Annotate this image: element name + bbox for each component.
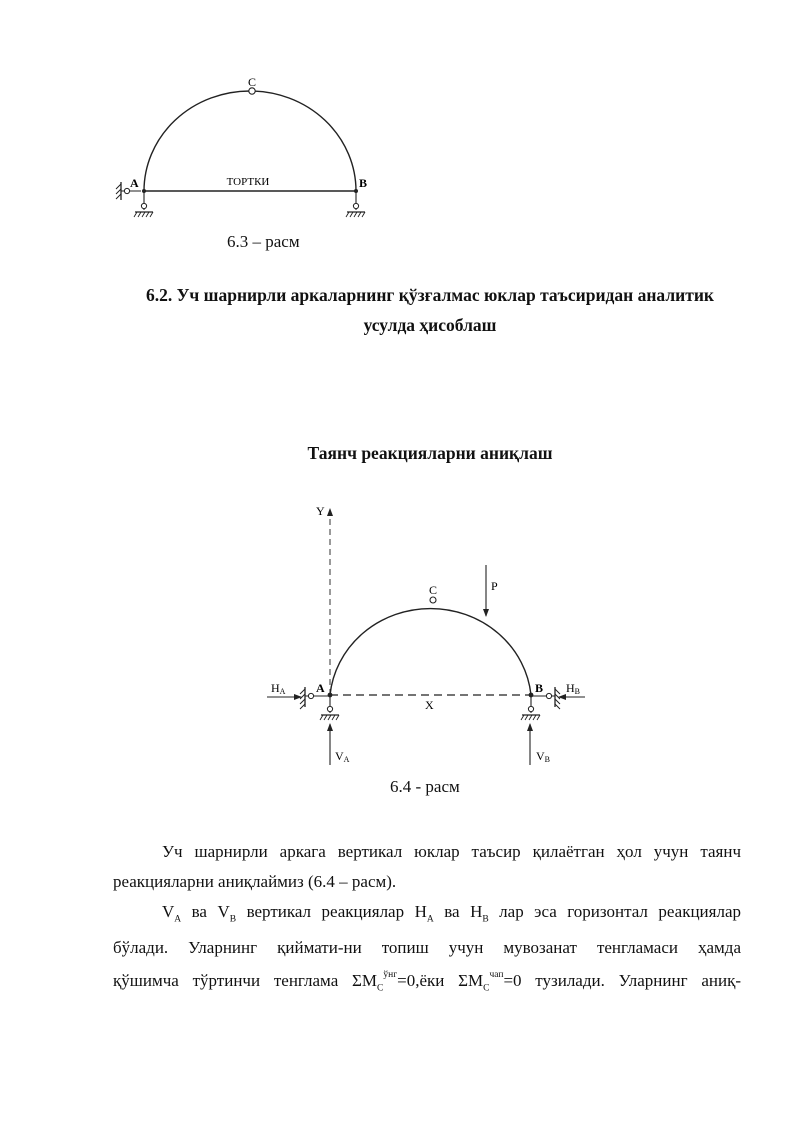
paragraph-1-line-2: реакцияларни аниқлаймиз (6.4 – расм). [113, 872, 397, 891]
arch-curve [330, 609, 531, 695]
label-b: B [535, 681, 544, 695]
label-c: C [247, 75, 257, 89]
label-x: X [425, 698, 434, 712]
label-y: Y [316, 504, 325, 518]
label-hb: HB [566, 681, 581, 696]
subheading: Таянч реакцияларни аниқлаш [307, 443, 553, 463]
figure-6-4-caption: 6.4 - расм [390, 777, 460, 796]
figure-6-3 [95, 60, 405, 235]
paragraph-2-line-1: $V_A$ ва $V_B$ вертикал реакциялар $H_A$ ва $H_B$ лар эса горизонтал реакциялар [162, 902, 741, 925]
figure-6-3-caption: 6.3 – расм [227, 232, 300, 251]
label-b: B [359, 176, 368, 190]
section-heading-line-1: 6.2. Уч шарнирли аркаларнинг қўзғалмас юклар таъсиридан аналитик [145, 285, 715, 305]
paragraph-2-line-2: бўлади. Уларнинг қиймати-ни топиш учун мувозанат тенгламаси ҳамда [113, 938, 741, 957]
support-b [346, 191, 365, 217]
paragraph-2-line-3: қўшимча тўртинчи тенглама $\Sigma M_C^{ўнг}=0,ёки$ $\Sigma M_C^{чап}=0$ тузилади. Уларнинг аниқ- [113, 970, 741, 994]
hinge-c [430, 597, 436, 603]
paragraph-1-line-1: Уч шарнирли аркага вертикал юклар таъсир қилаётган ҳол учун таянч [162, 842, 741, 861]
label-a: A [316, 681, 325, 695]
label-va: VA [335, 749, 350, 764]
label-p: P [491, 579, 498, 593]
label-ha: HA [271, 681, 286, 696]
figure-6-4 [255, 495, 585, 775]
label-tie: ТОРТКИ [226, 176, 270, 188]
label-a: A [130, 176, 139, 190]
label-vb: VB [536, 749, 551, 764]
label-c: C [428, 583, 438, 597]
section-heading-line-2: усулда ҳисоблаш [363, 315, 497, 335]
